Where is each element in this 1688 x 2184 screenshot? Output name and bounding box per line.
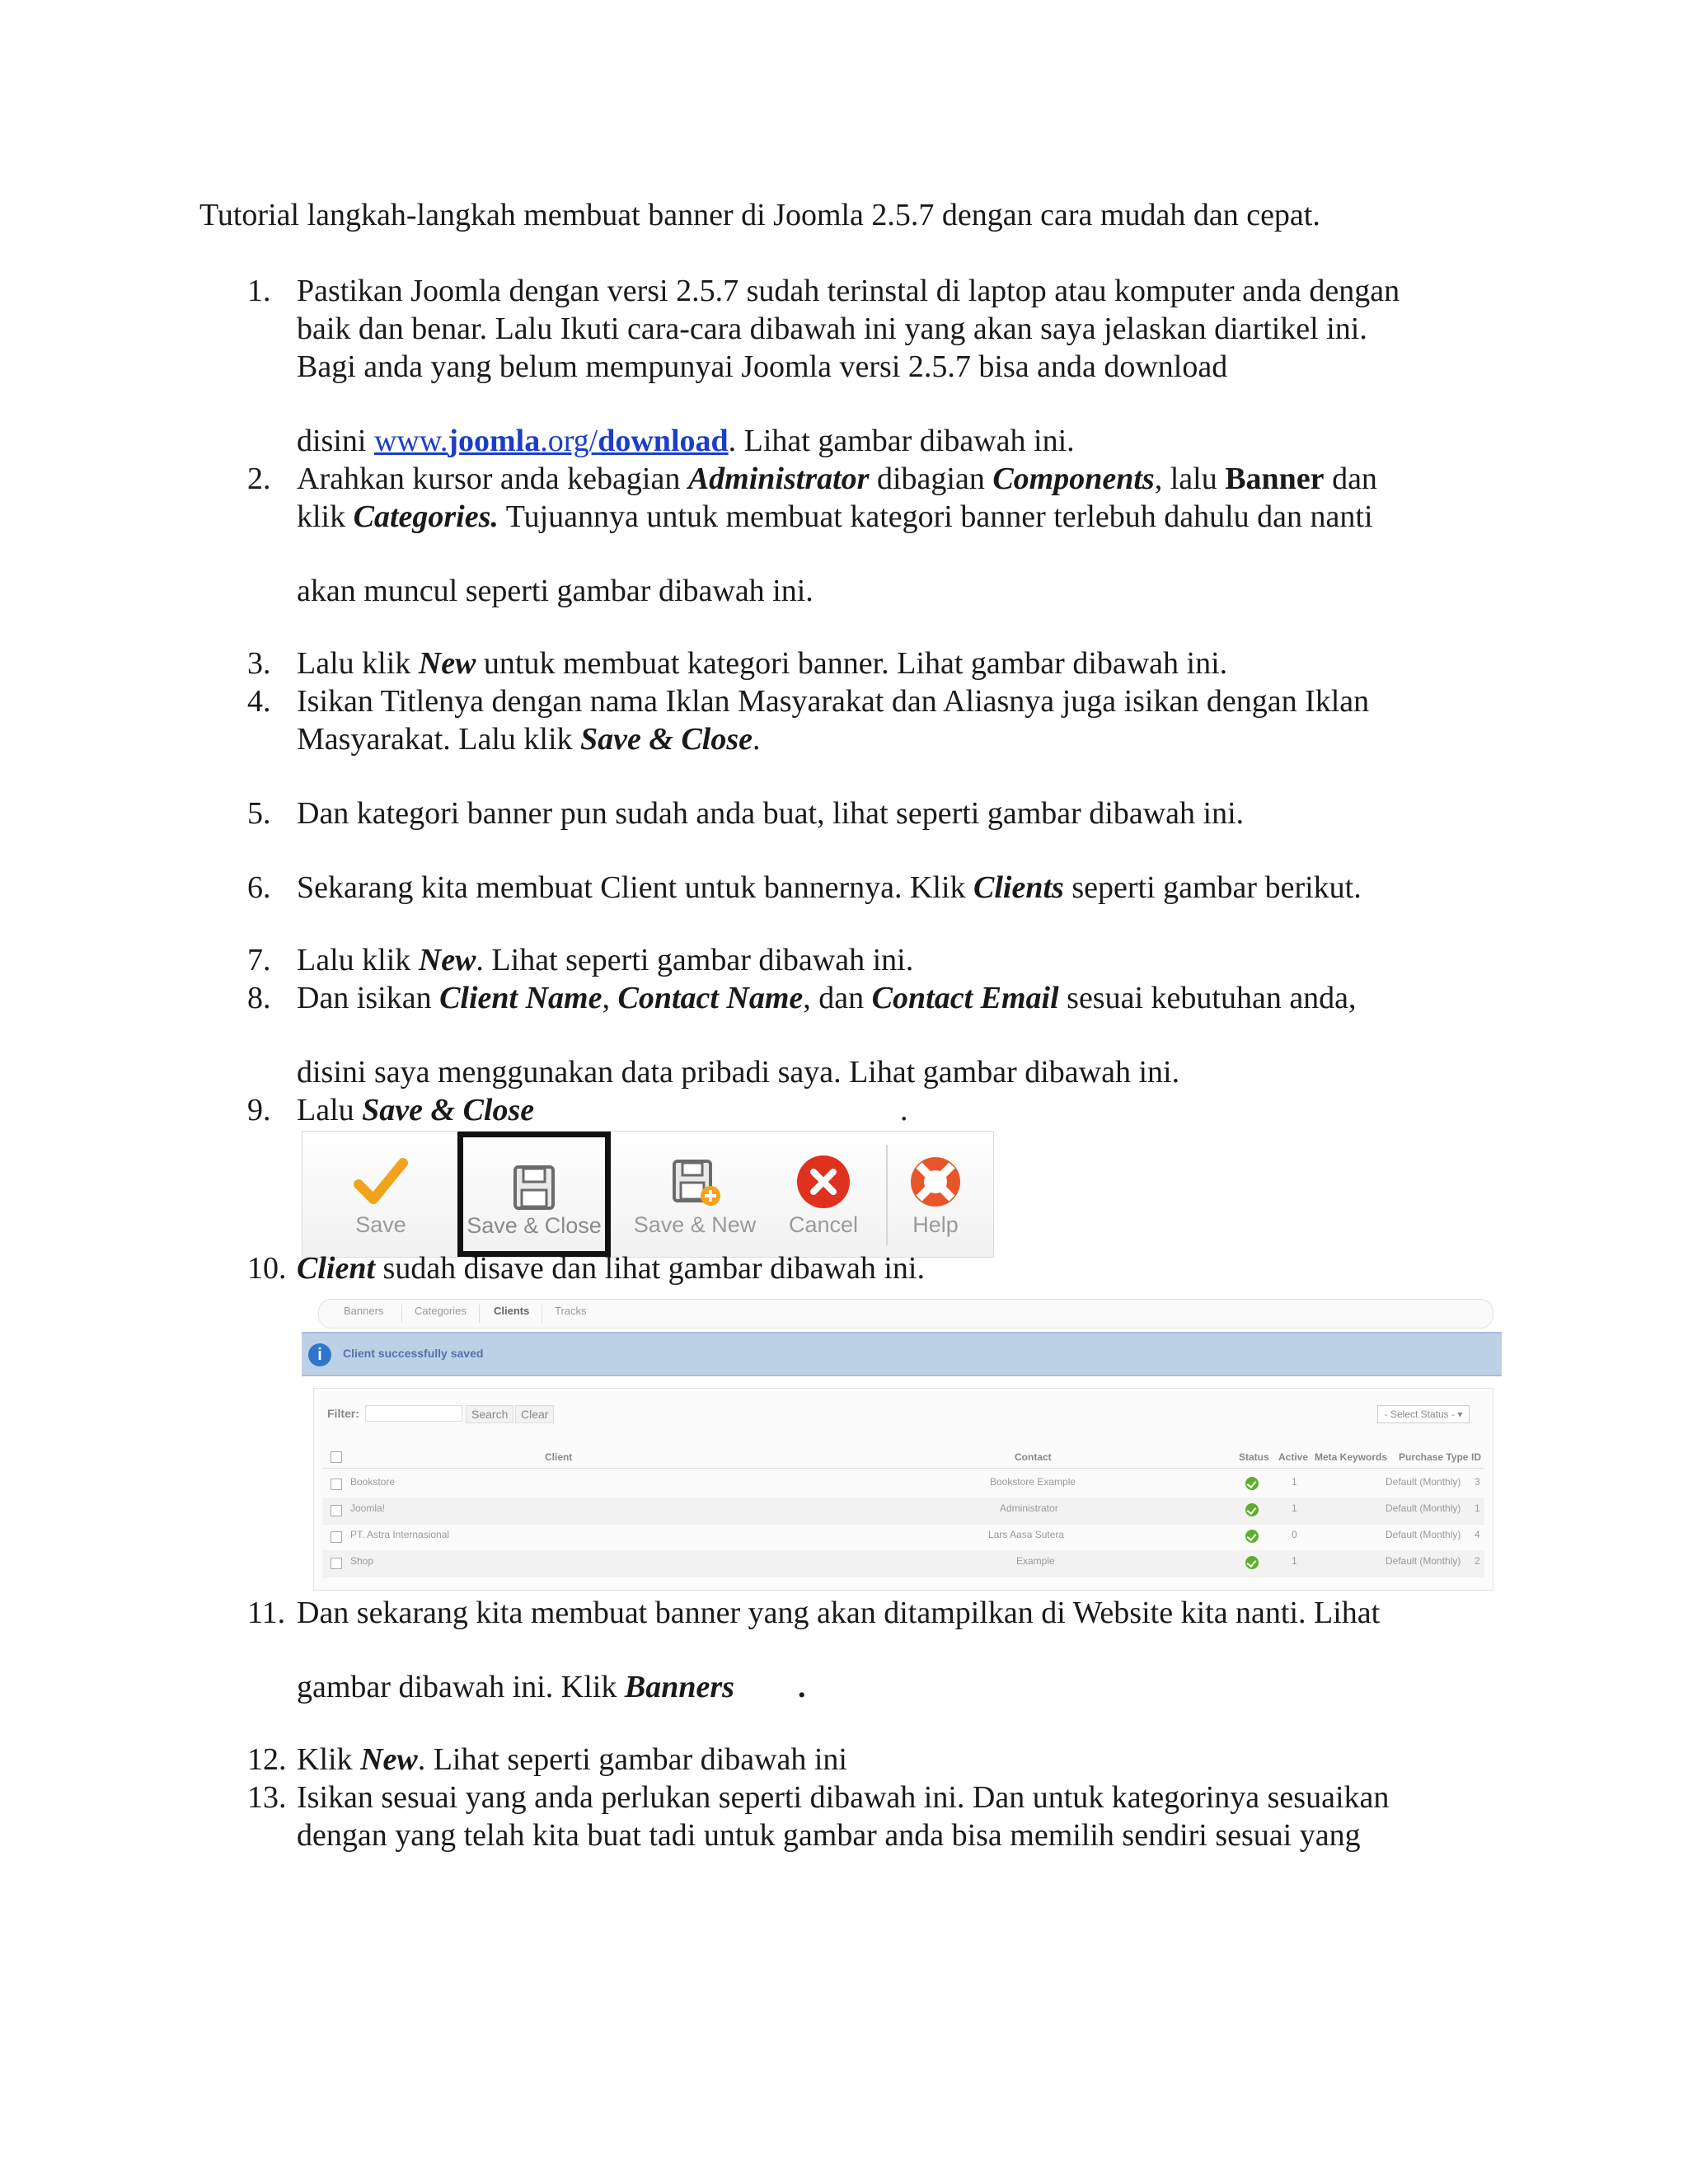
step-6-line-1: Sekarang kita membuat Client untuk bannernya. Klik Clients seperti gambar berikut. — [297, 870, 1362, 905]
row-active: 1 — [1292, 1476, 1297, 1488]
filter-label: Filter: — [327, 1407, 359, 1420]
intro-text: Tutorial langkah-langkah membuat banner di Joomla 2.5.7 dengan cara mudah dan cepat. — [199, 198, 1320, 232]
step-8-number: 8. — [247, 981, 271, 1015]
row-active: 1 — [1292, 1555, 1297, 1567]
row-checkbox[interactable] — [331, 1558, 342, 1569]
published-icon[interactable] — [1245, 1556, 1259, 1569]
col-active[interactable]: Active — [1278, 1451, 1309, 1463]
row-active: 0 — [1292, 1529, 1297, 1540]
step-8-line-1: Dan isikan Client Name, Contact Name, dan Contact Email sesuai kebutuhan anda, — [297, 981, 1357, 1015]
col-status[interactable]: Status — [1239, 1451, 1269, 1463]
banner-manager-tabs — [318, 1299, 1493, 1329]
step-1-number: 1. — [247, 274, 271, 308]
step-10-line-1: Client sudah disave dan lihat gambar dibawah ini. — [297, 1251, 925, 1286]
step-11-dot: . — [798, 1670, 806, 1704]
col-id[interactable]: ID — [1471, 1451, 1481, 1463]
row-active: 1 — [1292, 1502, 1297, 1514]
row-id: 4 — [1475, 1529, 1480, 1540]
status-select[interactable]: - Select Status - ▾ — [1377, 1405, 1470, 1423]
step-8-line-2: disini saya menggunakan data pribadi saya. Lihat gambar dibawah ini. — [297, 1055, 1180, 1090]
row-client[interactable]: PT. Astra Internasional — [350, 1529, 450, 1540]
step-2-line-1: Arahkan kursor anda kebagian Administrator dibagian Components, lalu Banner dan — [297, 462, 1377, 496]
row-contact: Administrator — [1000, 1502, 1058, 1514]
step-1-line-4: disini www.joomla.org/download. Lihat gambar dibawah ini. — [297, 424, 1075, 458]
step-5-line-1: Dan kategori banner pun sudah anda buat, lihat seperti gambar dibawah ini. — [297, 796, 1245, 831]
step-6-number: 6. — [247, 870, 271, 905]
step-7-number: 7. — [247, 943, 271, 977]
table-row — [322, 1524, 1484, 1551]
step-1-line-2: baik dan benar. Lalu Ikuti cara-cara dibawah ini yang akan saya jelaskan diartikel ini. — [297, 312, 1367, 346]
table-row — [322, 1471, 1484, 1498]
filter-input[interactable] — [365, 1405, 462, 1422]
step-9-line-1: Lalu Save & Close — [297, 1093, 535, 1127]
col-client[interactable]: Client — [545, 1451, 573, 1463]
toolbar-save-close-button[interactable]: Save & Close — [457, 1132, 611, 1257]
table-row — [322, 1550, 1484, 1577]
col-meta-keywords[interactable]: Meta Keywords — [1315, 1451, 1388, 1463]
row-id: 2 — [1475, 1555, 1480, 1567]
toolbar-save-new-button[interactable]: Save & New — [629, 1132, 761, 1257]
joomla-download-link[interactable]: www.joomla.org/download — [373, 424, 729, 458]
row-client[interactable]: Joomla! — [350, 1502, 386, 1514]
published-icon[interactable] — [1245, 1530, 1259, 1543]
row-purchase: Default (Monthly) — [1386, 1555, 1461, 1567]
checkmark-icon — [350, 1151, 411, 1212]
step-3-number: 3. — [247, 646, 271, 681]
tab-divider — [401, 1305, 402, 1323]
published-icon[interactable] — [1245, 1503, 1259, 1516]
step-10-number: 10. — [247, 1251, 287, 1286]
toolbar-cancel-button[interactable]: Cancel — [774, 1132, 873, 1257]
col-purchase-type[interactable]: Purchase Type — [1399, 1451, 1469, 1463]
row-purchase: Default (Monthly) — [1386, 1502, 1461, 1514]
step-2-number: 2. — [247, 462, 271, 496]
row-client[interactable]: Bookstore — [350, 1476, 396, 1488]
toolbar-save-button[interactable]: Save — [335, 1132, 426, 1257]
published-icon[interactable] — [1245, 1477, 1259, 1490]
step-7-line-1: Lalu klik New. Lihat seperti gambar dibawah ini. — [297, 943, 914, 977]
tab-tracks[interactable]: Tracks — [555, 1305, 587, 1317]
row-id: 3 — [1475, 1476, 1480, 1488]
step-1-line-1: Pastikan Joomla dengan versi 2.5.7 sudah terinstal di laptop atau komputer anda dengan — [297, 274, 1400, 308]
joomla-toolbar-screenshot — [302, 1131, 994, 1258]
step-13-line-1: Isikan sesuai yang anda perlukan seperti dibawah ini. Dan untuk kategorinya sesuaikan — [297, 1780, 1390, 1815]
step-5-number: 5. — [247, 796, 271, 831]
tab-clients[interactable]: Clients — [494, 1305, 530, 1317]
col-contact[interactable]: Contact — [1015, 1451, 1052, 1463]
floppy-disk-plus-icon — [664, 1151, 725, 1212]
step-12-line-1: Klik New. Lihat seperti gambar dibawah ini — [297, 1742, 847, 1777]
row-purchase: Default (Monthly) — [1386, 1529, 1461, 1540]
clear-button[interactable]: Clear — [515, 1405, 554, 1423]
floppy-disk-icon — [504, 1157, 565, 1218]
step-11-line-1: Dan sekarang kita membuat banner yang akan ditampilkan di Website kita nanti. Lihat — [297, 1596, 1381, 1630]
tab-categories[interactable]: Categories — [415, 1305, 467, 1317]
step-1-line-3: Bagi anda yang belum mempunyai Joomla versi 2.5.7 bisa anda download — [297, 349, 1228, 384]
toolbar-separator — [886, 1145, 888, 1245]
info-icon: i — [308, 1343, 331, 1366]
search-button[interactable]: Search — [466, 1405, 513, 1423]
row-checkbox[interactable] — [331, 1531, 342, 1543]
step-4-line-1: Isikan Titlenya dengan nama Iklan Masyarakat dan Aliasnya juga isikan dengan Iklan — [297, 684, 1370, 719]
row-client[interactable]: Shop — [350, 1555, 374, 1567]
joomla-clients-screenshot — [302, 1296, 1502, 1589]
step-9-dot: . — [900, 1093, 908, 1127]
step-3-line-1: Lalu klik New untuk membuat kategori banner. Lihat gambar dibawah ini. — [297, 646, 1228, 681]
step-9-number: 9. — [247, 1093, 271, 1127]
select-all-checkbox[interactable] — [331, 1451, 342, 1463]
step-11-line-2: gambar dibawah ini. Klik Banners — [297, 1670, 734, 1704]
row-contact: Bookstore Example — [990, 1476, 1076, 1488]
step-11-number: 11. — [247, 1596, 286, 1630]
clients-list-panel — [313, 1388, 1493, 1591]
row-purchase: Default (Monthly) — [1386, 1476, 1461, 1488]
lifebuoy-help-icon — [905, 1151, 966, 1212]
success-message — [302, 1332, 1502, 1376]
table-header — [322, 1446, 1484, 1469]
toolbar-help-button[interactable]: Help — [894, 1132, 977, 1257]
step-12-number: 12. — [247, 1742, 287, 1777]
step-13-line-2: dengan yang telah kita buat tadi untuk gambar anda bisa memilih sendiri sesuai yang — [297, 1818, 1361, 1853]
row-contact: Lars Aasa Sutera — [988, 1529, 1065, 1540]
row-checkbox[interactable] — [331, 1479, 342, 1490]
step-4-number: 4. — [247, 684, 271, 719]
step-4-line-2: Masyarakat. Lalu klik Save & Close. — [297, 722, 761, 757]
row-checkbox[interactable] — [331, 1505, 342, 1516]
step-2-line-3: akan muncul seperti gambar dibawah ini. — [297, 574, 814, 608]
tab-banners[interactable]: Banners — [344, 1305, 384, 1317]
success-message-text: Client successfully saved — [343, 1347, 484, 1360]
step-13-number: 13. — [247, 1780, 287, 1815]
step-2-line-2: klik Categories. Tujuannya untuk membuat kategori banner terlebuh dahulu dan nanti — [297, 499, 1373, 534]
row-id: 1 — [1475, 1502, 1480, 1514]
row-contact: Example — [1016, 1555, 1055, 1567]
tab-divider — [479, 1305, 480, 1323]
table-row — [322, 1497, 1484, 1525]
cancel-icon — [793, 1151, 854, 1212]
